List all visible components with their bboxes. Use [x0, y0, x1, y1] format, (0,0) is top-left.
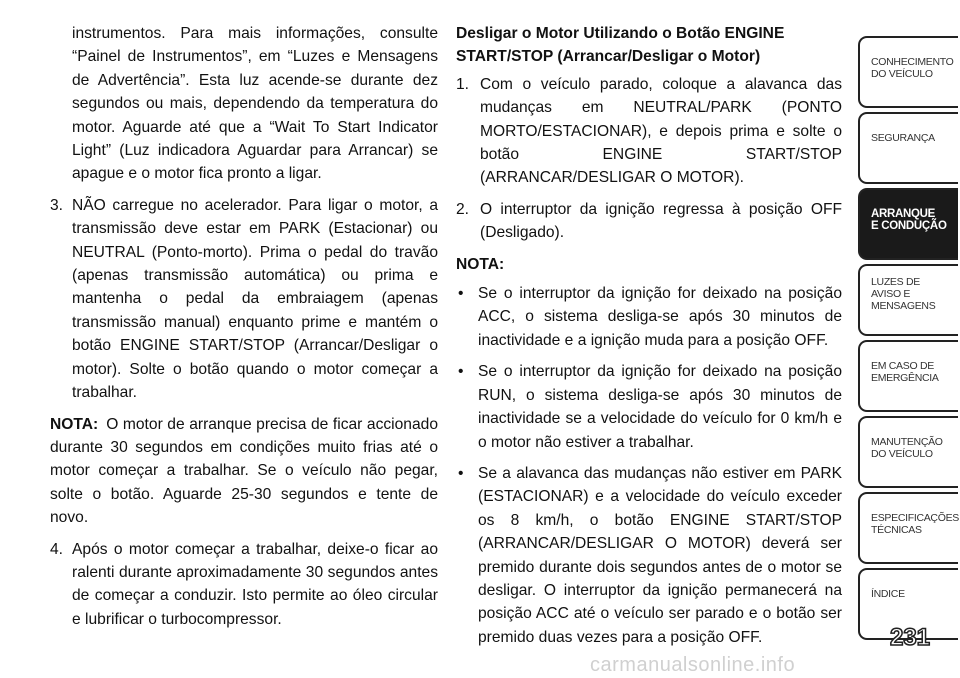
- note-bullet-1: [456, 282, 842, 352]
- step-2: [456, 198, 842, 245]
- note-paragraph: [50, 413, 438, 530]
- tab-em-caso-de-emergencia[interactable]: [858, 340, 958, 412]
- tab-label: EM CASO DE EMERGÊNCIA: [871, 360, 939, 384]
- tab-especificacoes-tecnicas[interactable]: [858, 492, 958, 564]
- tab-seguranca[interactable]: [858, 112, 958, 184]
- bullet-icon: •: [458, 464, 464, 482]
- step-number: 4.: [50, 540, 64, 558]
- note-text: O motor de arranque precisa de ficar accionado durante 30 segundos em condições muito frias até o motor começar a trabalhar. Se o veículo não pegar, solte o botão. Aguarde 25-30 segundos e tente de novo.: [50, 415, 438, 527]
- step-text: NÃO carregue no acelerador. Para ligar o motor, a transmissão deve estar em PARK (Estacionar) ou NEUTRAL (Ponto-morto). Prima o pedal do travão (apenas transmissão automática) ou prima e mantenha o pedal da embraiagem (apenas transmissão manual) enquanto prime e mantém o botão ENGINE START/STOP (Arrancar/Desligar o motor). Solte o botão quando o motor começar a trabalhar.: [72, 196, 438, 402]
- left-column: [50, 22, 438, 639]
- page-number: 231: [889, 624, 931, 651]
- watermark: carmanualsonline.info: [590, 654, 796, 676]
- bullet-text: Se o interruptor da ignição for deixado na posição RUN, o sistema desliga-se após 30 minutos de inactividade se a velocidade do veículo for 0 km/h e o motor não estiver a trabalhar.: [478, 363, 842, 451]
- bullet-text: Se a alavanca das mudanças não estiver em PARK (ESTACIONAR) e a velocidade do veículo exceder os 8 km/h, o botão ENGINE START/STOP (ARRANCAR/DESLIGAR O MOTOR) deverá ser premido durante dois segundos antes de o motor se desligar. O interruptor da ignição permanecerá na posição ACC até o veículo ser parado e o botão ser premido duas vezes para a posição OFF.: [478, 464, 842, 646]
- tab-label: MANUTENÇÃO DO VEÍCULO: [871, 436, 943, 460]
- step-number: 3.: [50, 196, 64, 214]
- section-heading: Desligar o Motor Utilizando o Botão ENGINE START/STOP (Arrancar/Desligar o Motor): [456, 25, 785, 66]
- note-bullet-2: [456, 360, 842, 454]
- tab-label: ARRANQUE E CONDUÇÃO: [871, 208, 947, 232]
- intro-paragraph: instrumentos. Para mais informações, consulte “Painel de Instrumentos”, em “Luzes e Mensagens de Advertência”. Esta luz acende-se durante dez segundos ou mais, dependendo da temperatura do motor. Aguarde até que a “Wait To Start Indicator Light” (Luz indicadora Aguardar para Arrancar) se apague e o motor fica pronto a ligar.: [72, 25, 438, 183]
- step-number: 2.: [456, 200, 470, 218]
- step-text: Com o veículo parado, coloque a alavanca das mudanças em NEUTRAL/PARK (PONTO MORTO/ESTACIONAR), e depois prima e solte o botão ENGINE START/STOP (ARRANCAR/DESLIGAR O MOTOR).: [480, 75, 842, 187]
- tab-label: ESPECIFICAÇÕES TÉCNICAS: [871, 512, 959, 536]
- bullet-icon: •: [458, 363, 464, 381]
- tab-label: ÍNDICE: [871, 588, 905, 600]
- bullet-icon: •: [458, 285, 464, 303]
- note-heading: NOTA:: [456, 255, 505, 273]
- tab-label: CONHECIMENTO DO VEÍCULO: [871, 56, 954, 80]
- tab-label: LUZES DE AVISO E MENSAGENS: [871, 276, 936, 312]
- step-1: [456, 73, 842, 190]
- note-label: NOTA:: [50, 415, 99, 433]
- tab-luzes-de-aviso[interactable]: [858, 264, 958, 336]
- bullet-text: Se o interruptor da ignição for deixado na posição ACC, o sistema desliga-se após 30 minutos de inactividade e a ignição muda para a posição OFF.: [478, 285, 842, 349]
- tab-manutencao-do-veiculo[interactable]: [858, 416, 958, 488]
- step-text: O interruptor da ignição regressa à posição OFF (Desligado).: [480, 200, 842, 242]
- step-4: [50, 538, 438, 632]
- note-bullet-3: [456, 462, 842, 649]
- tab-conhecimento-do-veiculo[interactable]: [858, 36, 958, 108]
- tab-arranque-e-conducao[interactable]: [858, 188, 958, 260]
- right-column: [456, 22, 842, 657]
- step-text: Após o motor começar a trabalhar, deixe-o ficar ao ralenti durante aproximadamente 30 segundos antes de começar a conduzir. Isto permite ao óleo circular e lubrificar o turbocompressor.: [72, 540, 438, 628]
- step-number: 1.: [456, 75, 470, 93]
- step-3: [50, 194, 438, 405]
- tab-label: SEGURANÇA: [871, 132, 935, 144]
